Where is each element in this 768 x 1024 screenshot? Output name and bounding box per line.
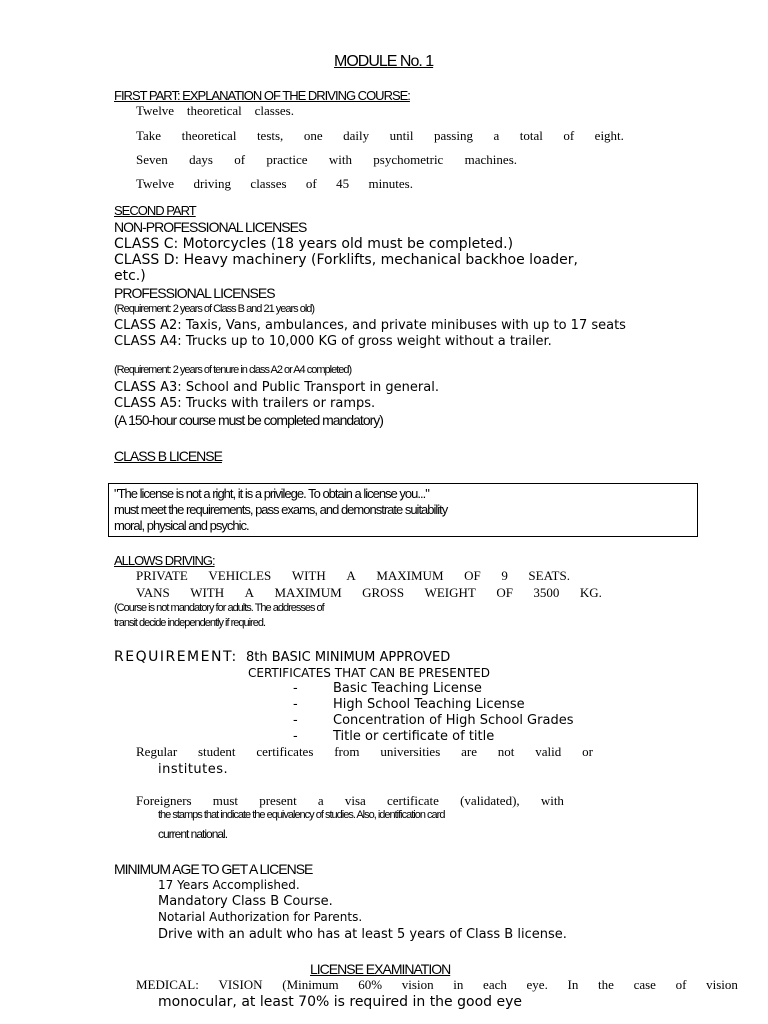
word: present	[259, 793, 297, 808]
quote-line-1: "The license is not a right, it is a privilege. To obtain a license you..."	[114, 486, 429, 501]
word: practice	[266, 152, 308, 167]
word: Take	[136, 128, 162, 143]
word: visa	[344, 793, 366, 808]
word: A	[346, 568, 356, 583]
word: valid	[535, 744, 562, 759]
course-note: (A 150-hour course must be completed mandatory)	[114, 412, 383, 428]
word: a	[317, 793, 324, 808]
word: A	[244, 585, 255, 600]
word: with	[328, 152, 352, 167]
word: passing	[433, 128, 473, 143]
word: of	[234, 152, 246, 167]
first-part-item-1	[136, 103, 294, 119]
first-part-heading: FIRST PART: EXPLANATION OF THE DRIVING COURSE:	[114, 88, 410, 103]
word: Seven	[136, 152, 168, 167]
word: eye.	[526, 977, 548, 992]
word: certificate	[386, 793, 439, 808]
requirement-text: 8th BASIC MINIMUM APPROVED	[246, 650, 451, 665]
cert-item-4: Title or certificate of title	[333, 729, 495, 744]
professional-heading: PROFESSIONAL LICENSES	[114, 285, 275, 301]
cert-bullet-2: -	[293, 697, 298, 712]
allows-note-2: transit decide independently if required.	[114, 617, 266, 629]
cert-item-1: Basic Teaching License	[333, 681, 482, 696]
quote-line-3: moral, physical and psychic.	[114, 518, 249, 533]
word: Twelve	[136, 103, 175, 118]
word: OF	[464, 568, 481, 583]
word: must	[212, 793, 239, 808]
word: each	[483, 977, 507, 992]
foreigners-line-3: current national.	[158, 827, 228, 841]
class-b-heading: CLASS B LICENSE	[114, 448, 222, 464]
word: minutes.	[368, 176, 413, 191]
medical-line-1	[136, 977, 738, 993]
class-a3-line: CLASS A3: School and Public Transport in general.	[114, 380, 439, 395]
foreigners-line-1	[136, 793, 564, 809]
exam-heading: LICENSE EXAMINATION	[310, 961, 451, 977]
minimum-age-line-3: Notarial Authorization for Parents.	[158, 910, 363, 924]
word: In	[567, 977, 579, 992]
regular-line-2: institutes.	[158, 762, 229, 777]
word: classes.	[254, 103, 294, 118]
first-part-item-3	[136, 152, 517, 168]
word: SEATS.	[528, 568, 570, 583]
requirement-note-1: (Requirement: 2 years of Class B and 21 years old)	[114, 303, 315, 315]
word: Regular	[136, 744, 178, 759]
word: 45	[336, 176, 350, 191]
minimum-age-heading: MINIMUM AGE TO GET A LICENSE	[114, 861, 313, 877]
class-a4-line: CLASS A4: Trucks up to 10,000 KG of gross weight without a trailer.	[114, 334, 552, 349]
cert-item-2: High School Teaching License	[333, 697, 525, 712]
word: MAXIMUM	[376, 568, 444, 583]
word: driving	[193, 176, 232, 191]
word: total	[519, 128, 543, 143]
requirement-note-2: (Requirement: 2 years of tenure in class A2 or A4 completed)	[114, 364, 352, 376]
word: with	[540, 793, 564, 808]
minimum-age-line-2: Mandatory Class B Course.	[158, 894, 333, 909]
regular-line-1	[136, 744, 593, 760]
requirement-label: REQUIREMENT:	[114, 649, 238, 665]
word: vision	[706, 977, 738, 992]
word: PRIVATE	[136, 568, 188, 583]
word: student	[197, 744, 236, 759]
class-a5-line: CLASS A5: Trucks with trailers or ramps.	[114, 396, 376, 411]
cert-bullet-1: -	[293, 681, 298, 696]
minimum-age-line-4: Drive with an adult who has at least 5 years of Class B license.	[158, 927, 567, 942]
cert-bullet-3: -	[293, 713, 298, 728]
word: a	[493, 128, 500, 143]
class-a2-line: CLASS A2: Taxis, Vans, ambulances, and private minibuses with up to 17 seats	[114, 318, 626, 333]
word: KG.	[579, 585, 602, 600]
word: case	[633, 977, 656, 992]
allows-driving-heading: ALLOWS DRIVING:	[114, 553, 215, 568]
quote-line-2: must meet the requirements, pass exams, and demonstrate suitability	[114, 502, 448, 517]
minimum-age-line-1: 17 Years Accomplished.	[158, 878, 300, 892]
word: machines.	[464, 152, 517, 167]
word: tests,	[256, 128, 284, 143]
module-title: MODULE No. 1	[334, 53, 434, 70]
word: days	[189, 152, 213, 167]
word: WEIGHT	[424, 585, 476, 600]
allows-note-1: (Course is not mandatory for adults. The addresses of	[114, 602, 324, 614]
word: classes	[250, 176, 287, 191]
word: MEDICAL:	[136, 977, 199, 992]
word: VEHICLES	[208, 568, 272, 583]
word: 60%	[358, 977, 383, 992]
word: in	[453, 977, 464, 992]
word: eight.	[594, 128, 624, 143]
non-professional-heading: NON-PROFESSIONAL LICENSES	[114, 219, 307, 235]
certs-heading: CERTIFICATES THAT CAN BE PRESENTED	[248, 666, 491, 680]
word: from	[334, 744, 360, 759]
word: until	[389, 128, 414, 143]
class-d-line-1: CLASS D: Heavy machinery (Forklifts, mechanical backhoe loader,	[114, 252, 578, 268]
first-part-item-2	[136, 128, 624, 144]
word: (validated),	[460, 793, 520, 808]
word: MAXIMUM	[274, 585, 342, 600]
word: are	[461, 744, 477, 759]
word: GROSS	[362, 585, 405, 600]
word: VISION	[218, 977, 263, 992]
word: of	[305, 176, 317, 191]
medical-line-2: monocular, at least 70% is required in the good eye	[158, 994, 522, 1010]
word: of	[675, 977, 687, 992]
word: of	[563, 128, 575, 143]
first-part-item-4	[136, 176, 413, 192]
word: 3500	[533, 585, 560, 600]
word: the	[598, 977, 614, 992]
foreigners-line-2: the stamps that indicate the equivalency of studies. Also, identification card	[158, 809, 445, 821]
word: psychometric	[373, 152, 444, 167]
allows-line-1	[136, 568, 570, 584]
word: one	[303, 128, 323, 143]
word: not	[497, 744, 515, 759]
cert-bullet-4: -	[293, 729, 298, 744]
class-c-line: CLASS C: Motorcycles (18 years old must be completed.)	[114, 236, 514, 252]
word: Foreigners	[136, 793, 192, 808]
word: WITH	[291, 568, 326, 583]
word: daily	[343, 128, 370, 143]
second-part-heading: SECOND PART	[114, 203, 196, 218]
word: or	[582, 744, 593, 759]
allows-line-2	[136, 585, 602, 601]
word: universities	[380, 744, 441, 759]
word: theoretical	[186, 103, 242, 118]
word: 9	[501, 568, 508, 583]
class-d-line-2: etc.)	[114, 268, 146, 284]
word: certificates	[256, 744, 314, 759]
word: OF	[496, 585, 513, 600]
cert-item-3: Concentration of High School Grades	[333, 713, 574, 728]
word: vision	[401, 977, 434, 992]
word: WITH	[190, 585, 225, 600]
word: (Minimum	[282, 977, 339, 992]
word: VANS	[136, 585, 170, 600]
word: Twelve	[136, 176, 175, 191]
word: theoretical	[181, 128, 237, 143]
